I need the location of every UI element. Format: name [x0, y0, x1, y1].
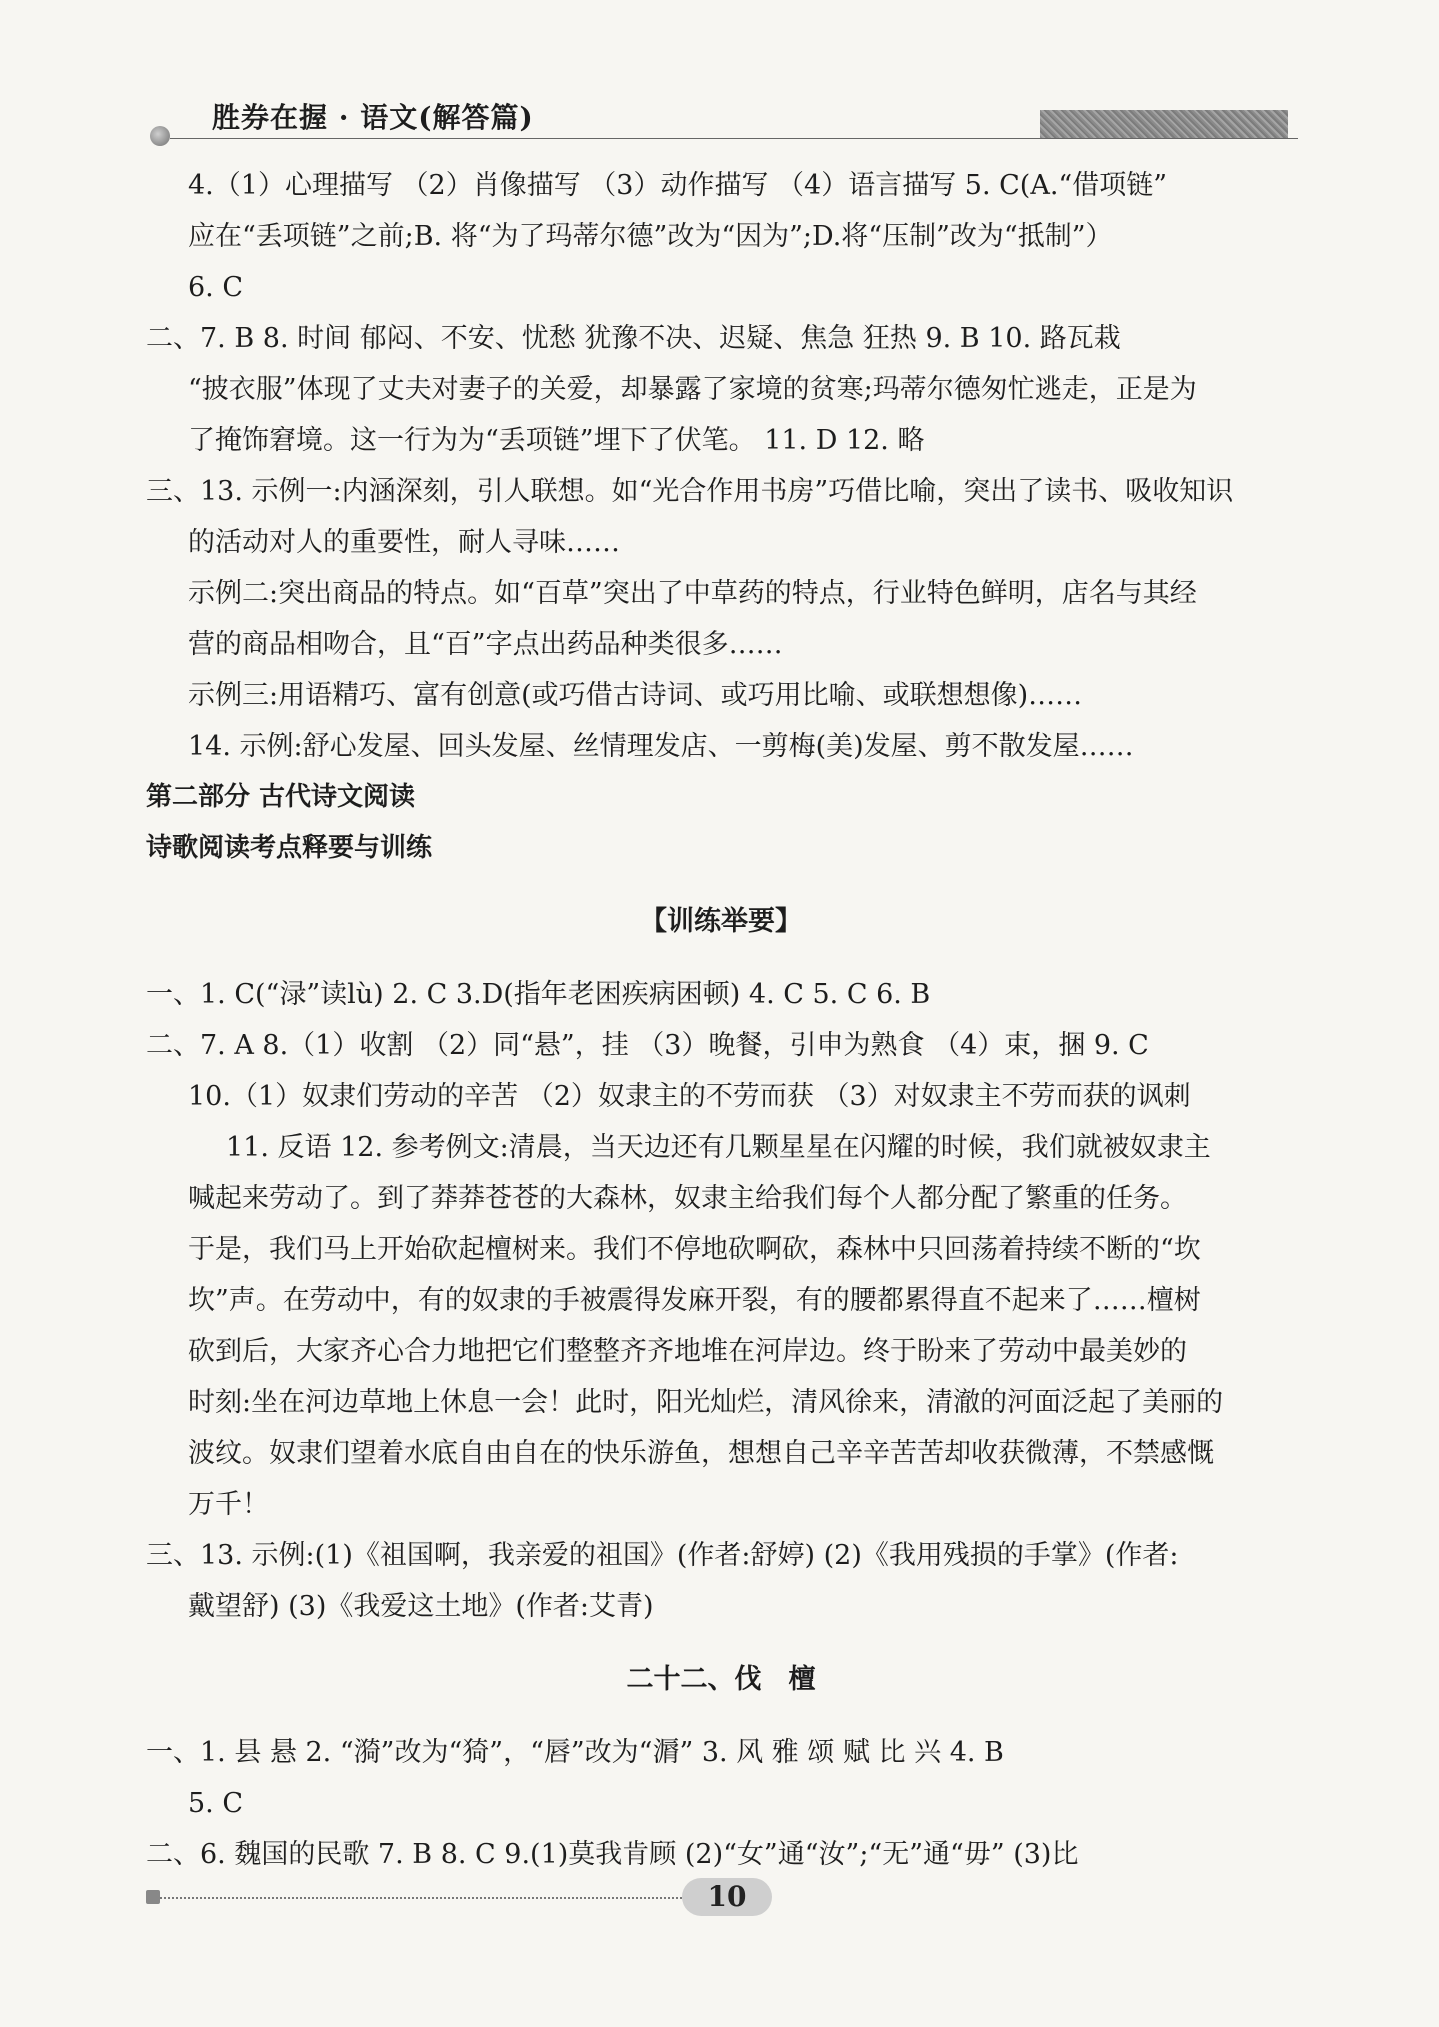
text-line: 应在“丢项链”之前;B. 将“为了玛蒂尔德”改为“因为”;D.将“压制”改为“抵制”） — [188, 221, 1113, 252]
text-line: 11. 反语 12. 参考例文:清晨，当天边还有几颗星星在闪耀的时候，我们就被奴隶主 — [226, 1132, 1211, 1163]
section-heading: 第二部分 古代诗文阅读 — [146, 782, 416, 812]
text-line: 5. C — [188, 1788, 244, 1819]
header-rule — [170, 138, 1298, 139]
text-line: 6. C — [188, 272, 244, 303]
page-number: 10 — [682, 1878, 772, 1916]
text-line: 了掩饰窘境。这一行为为“丢项链”埋下了伏笔。 11. D 12. 略 — [188, 425, 925, 456]
text-line: 一、1. C(“渌”读lù) 2. C 3.D(指年老困疾病困顿) 4. C 5. C 6. B — [146, 979, 931, 1010]
text-line: 二、7. B 8. 时间 郁闷、不安、忧愁 犹豫不决、迟疑、焦急 狂热 9. B 10. 路瓦栽 — [146, 323, 1121, 354]
text-line: 波纹。奴隶们望着水底自由自在的快乐游鱼，想想自己辛辛苦苦却收获微薄，不禁感慨 — [188, 1438, 1214, 1469]
training-heading: 【训练举要】 — [640, 906, 802, 937]
text-line: 示例二:突出商品的特点。如“百草”突出了中草药的特点，行业特色鲜明，店名与其经 — [188, 578, 1197, 609]
header-decorative-bar — [1040, 110, 1288, 138]
text-line: 喊起来劳动了。到了莽莽苍苍的大森林，奴隶主给我们每个人都分配了繁重的任务。 — [188, 1183, 1187, 1214]
lesson-heading: 二十二、伐 檀 — [626, 1664, 816, 1695]
header-title: 胜券在握 · 语文(解答篇) — [212, 101, 534, 134]
text-line: 10.（1）奴隶们劳动的辛苦 （2）奴隶主的不劳而获 （3）对奴隶主不劳而获的讽刺 — [188, 1081, 1191, 1112]
text-line: 坎”声。在劳动中，有的奴隶的手被震得发麻开裂，有的腰都累得直不起来了……檀树 — [188, 1285, 1201, 1316]
text-line: 二、6. 魏国的民歌 7. B 8. C 9.(1)莫我肯顾 (2)“女”通“汝”;“无”通“毋” (3)比 — [146, 1839, 1079, 1870]
header-bullet-icon — [150, 126, 170, 146]
text-line: 一、1. 县 悬 2. “漪”改为“猗”，“唇”改为“漘” 3. 风 雅 颂 赋 比 兴 4. B — [146, 1737, 1004, 1768]
text-line: 的活动对人的重要性，耐人寻味…… — [188, 527, 620, 558]
page-footer — [146, 1878, 1296, 1918]
text-line: 14. 示例:舒心发屋、回头发屋、丝情理发店、一剪梅(美)发屋、剪不散发屋…… — [188, 731, 1134, 762]
page-header — [150, 96, 1290, 140]
answer-content — [146, 160, 1296, 1880]
text-line: 三、13. 示例一:内涵深刻，引人联想。如“光合作用书房”巧借比喻，突出了读书、吸收知识 — [146, 476, 1234, 507]
text-line: 砍到后，大家齐心合力地把它们整整齐齐地堆在河岸边。终于盼来了劳动中最美妙的 — [188, 1336, 1187, 1367]
text-line: 示例三:用语精巧、富有创意(或巧借古诗词、或巧用比喻、或联想想像)…… — [188, 680, 1083, 711]
footer-rule — [160, 1897, 690, 1899]
footer-marker-icon — [146, 1890, 160, 1904]
text-line: 于是，我们马上开始砍起檀树来。我们不停地砍啊砍，森林中只回荡着持续不断的“坎 — [188, 1234, 1201, 1265]
text-line: 4.（1）心理描写 （2）肖像描写 （3）动作描写 （4）语言描写 5. C(A.“借项链” — [188, 170, 1168, 201]
text-line: 时刻:坐在河边草地上休息一会！此时，阳光灿烂，清风徐来，清澈的河面泛起了美丽的 — [188, 1387, 1224, 1418]
text-line: 二、7. A 8.（1）收割 （2）同“悬”，挂 （3）晚餐，引申为熟食 （4）束，捆 9. C — [146, 1030, 1149, 1061]
text-line: 戴望舒) (3)《我爱这土地》(作者:艾青) — [188, 1591, 654, 1622]
subsection-heading: 诗歌阅读考点释要与训练 — [146, 833, 433, 863]
text-line: 万千！ — [188, 1489, 269, 1520]
text-line: “披衣服”体现了丈夫对妻子的关爱，却暴露了家境的贫寒;玛蒂尔德匆忙逃走，正是为 — [188, 374, 1197, 405]
text-line: 营的商品相吻合，且“百”字点出药品种类很多…… — [188, 629, 783, 660]
text-line: 三、13. 示例:(1)《祖国啊，我亲爱的祖国》(作者:舒婷) (2)《我用残损的手掌》(作者: — [146, 1540, 1179, 1571]
